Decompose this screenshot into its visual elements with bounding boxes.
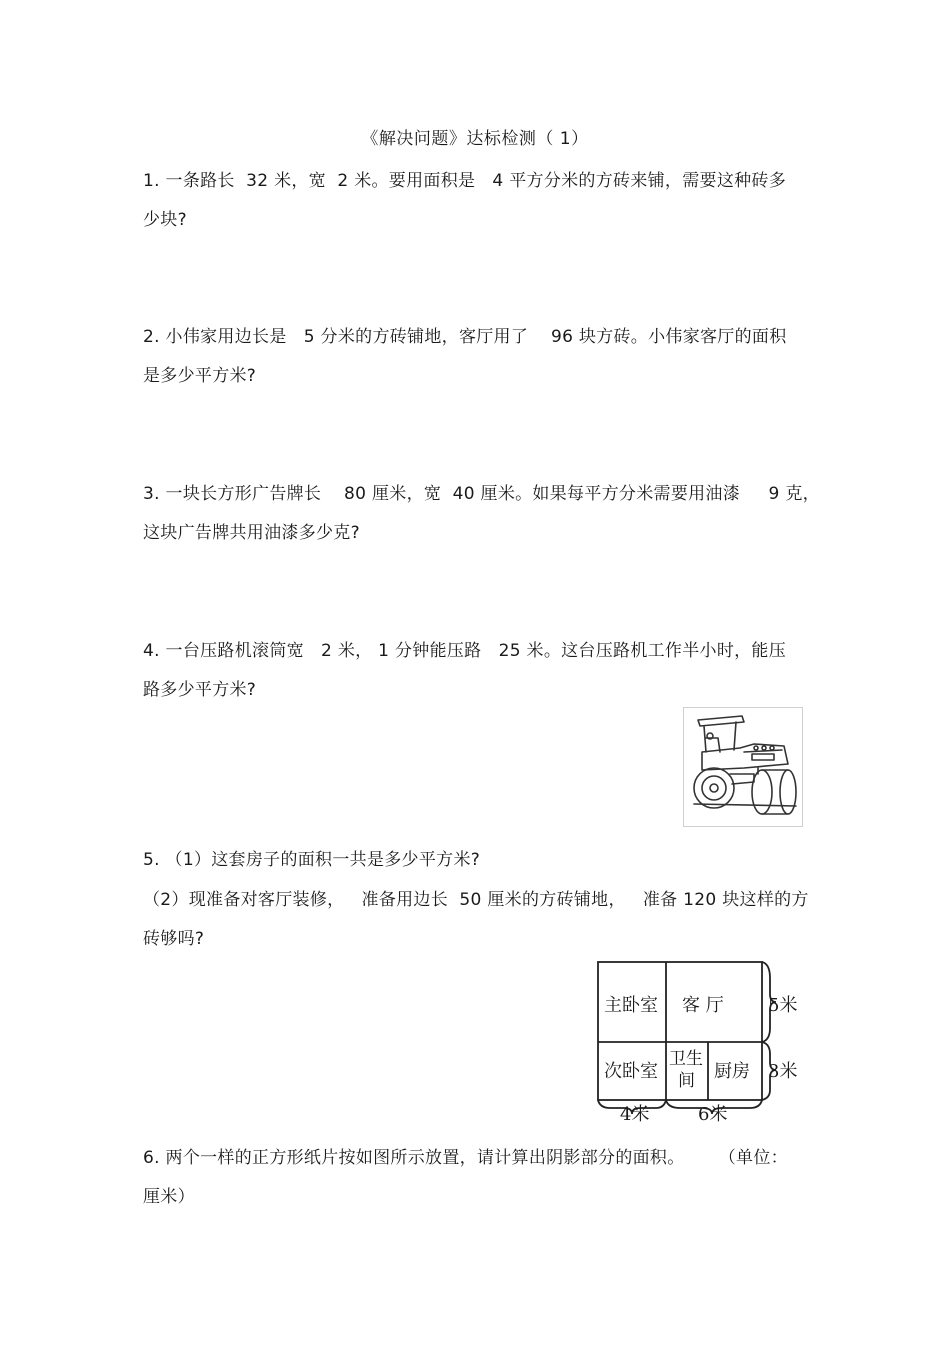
worksheet-title: 《解决问题》达标检测（ 1）	[361, 129, 589, 149]
question-6-line-2: 厘米）	[143, 1187, 195, 1207]
question-2-line-1: 2. 小伟家用边长是 5 分米的方砖铺地，客厅用了 96 块方砖。小伟家客厅的面积	[143, 327, 787, 347]
question-6-line-1: 6. 两个一样的正方形纸片按如图所示放置，请计算出阴影部分的面积。 （单位：	[143, 1148, 788, 1168]
room-bathroom-bottom: 间	[678, 1071, 695, 1091]
room-master-bedroom: 主卧室	[604, 995, 658, 1016]
dim-bottom-height: 3米	[768, 1061, 798, 1082]
question-5-line-3: 砖够吗?	[143, 929, 205, 949]
road-roller-illustration	[683, 707, 803, 827]
dim-top-height: 5米	[768, 995, 798, 1016]
question-3-line-2: 这块广告牌共用油漆多少克?	[143, 523, 360, 543]
road-roller-drawing	[684, 708, 802, 826]
room-second-bedroom: 次卧室	[604, 1061, 658, 1082]
floorplan-figure	[596, 958, 806, 1124]
question-5-line-1: 5. （1）这套房子的面积一共是多少平方米?	[143, 850, 481, 870]
question-5-line-2: （2）现准备对客厅装修， 准备用边长 50 厘米的方砖铺地， 准备 120 块这样的方	[143, 890, 809, 910]
room-bathroom-top: 卫生	[669, 1049, 703, 1069]
dim-left-width: 4米	[620, 1104, 650, 1125]
question-2-line-2: 是多少平方米?	[143, 366, 257, 386]
question-1-line-1: 1. 一条路长 32 米，宽 2 米。要用面积是 4 平方分米的方砖来铺，需要这种砖多	[143, 171, 787, 191]
room-kitchen: 厨房	[714, 1061, 750, 1082]
question-1-line-2: 少块?	[143, 210, 187, 230]
question-4-line-2: 路多少平方米?	[143, 680, 257, 700]
question-3-line-1: 3. 一块长方形广告牌长 80 厘米，宽 40 厘米。如果每平方分米需要用油漆 9 克，	[143, 484, 820, 504]
room-living-room: 客 厅	[682, 995, 724, 1016]
dim-right-width: 6米	[698, 1104, 728, 1125]
question-4-line-1: 4. 一台压路机滚筒宽 2 米， 1 分钟能压路 25 米。这台压路机工作半小时，能压	[143, 641, 787, 661]
